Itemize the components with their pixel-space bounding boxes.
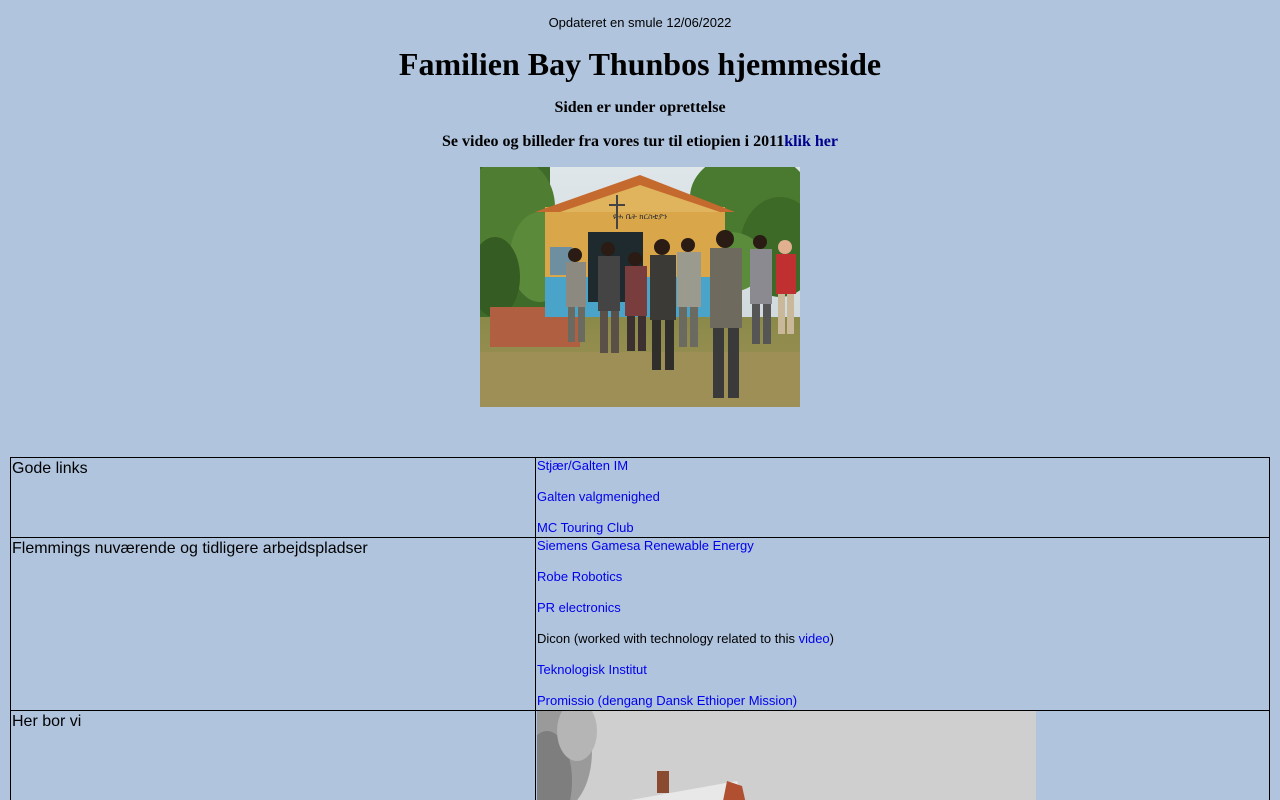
- link-teknologisk-institut[interactable]: Teknologisk Institut: [537, 662, 647, 677]
- dicon-prefix: Dicon (worked with technology related to this: [537, 631, 799, 646]
- good-links-cell: [536, 458, 1270, 538]
- links-table: [10, 457, 1270, 800]
- link-stjaer-galten-im[interactable]: Stjær/Galten IM: [537, 458, 629, 473]
- church-sign-text: ዩሐ ቤት ክርስቲያን: [612, 212, 668, 221]
- link-mc-touring-club[interactable]: MC Touring Club: [537, 520, 634, 535]
- link-dicon-video[interactable]: video: [798, 631, 830, 646]
- video-link[interactable]: klik her: [784, 133, 838, 150]
- home-label: Her bor vi: [11, 711, 536, 800]
- link-galten-valgmenighed[interactable]: Galten valgmenighed: [537, 489, 660, 504]
- link-siemens-gamesa[interactable]: Siemens Gamesa Renewable Energy: [537, 538, 754, 553]
- good-links-label: Gode links: [11, 458, 536, 538]
- house-photo: [537, 711, 1036, 800]
- table-row: [11, 538, 1270, 711]
- page-subtitle: Siden er under oprettelse: [554, 99, 726, 116]
- table-row: [11, 458, 1270, 538]
- dicon-line: [537, 631, 1268, 646]
- link-pr-electronics[interactable]: PR electronics: [537, 600, 621, 615]
- dicon-suffix: ): [829, 631, 834, 646]
- ethiopia-church-photo: [480, 167, 800, 407]
- home-cell: [536, 711, 1270, 800]
- workplaces-cell: [536, 538, 1270, 711]
- video-line: [0, 132, 1280, 151]
- video-text: Se video og billeder fra vores tur til etiopien i 2011: [442, 133, 785, 150]
- workplaces-label: Flemmings nuværende og tidligere arbejdspladser: [11, 538, 536, 711]
- updated-date: Opdateret en smule 12/06/2022: [548, 15, 732, 30]
- table-row: [11, 711, 1270, 800]
- page-title: Familien Bay Thunbos hjemmeside: [398, 46, 882, 82]
- link-robe-robotics[interactable]: Robe Robotics: [537, 569, 623, 584]
- link-promissio[interactable]: Promissio (dengang Dansk Ethioper Mission): [537, 693, 798, 708]
